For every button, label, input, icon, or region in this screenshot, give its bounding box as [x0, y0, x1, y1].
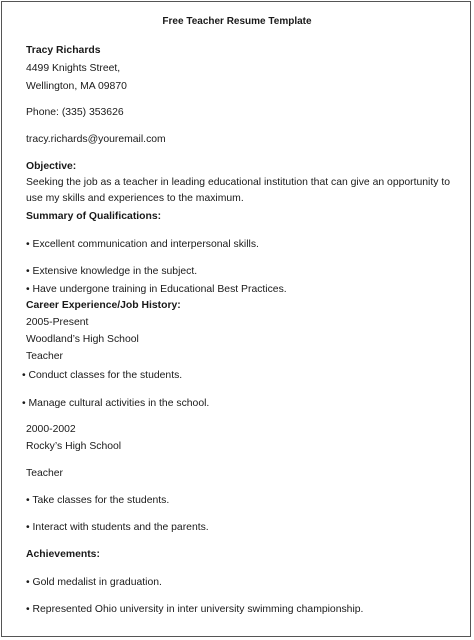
job-period: 2000-2002: [26, 424, 76, 435]
phone-number: Phone: (335) 353626: [26, 107, 124, 118]
job-duty: • Manage cultural activities in the school.: [22, 398, 210, 409]
job-school: Woodland’s High School: [26, 334, 139, 345]
qualification-item: • Have undergone training in Educational Best Practices.: [26, 284, 287, 295]
job-role: Teacher: [26, 468, 63, 479]
qualification-item: • Excellent communication and interpersonal skills.: [26, 239, 259, 250]
achievement-item: • Represented Ohio university in inter university swimming championship.: [26, 604, 364, 615]
job-duty: • Take classes for the students.: [26, 495, 170, 506]
objective-text: Seeking the job as a teacher in leading educational institution that can give an opportunity to use my skills and experiences to the maximum.: [26, 177, 450, 204]
city-address: Wellington, MA 09870: [26, 81, 127, 92]
job-duty: • Conduct classes for the students.: [22, 370, 183, 381]
document-title: Free Teacher Resume Template: [162, 16, 312, 27]
email-address: tracy.richards@youremail.com: [26, 134, 166, 145]
achievements-heading: Achievements:: [26, 549, 100, 560]
objective-heading: Objective:: [26, 161, 77, 172]
candidate-name: Tracy Richards: [26, 45, 101, 56]
job-period: 2005-Present: [26, 317, 89, 328]
qualification-item: • Extensive knowledge in the subject.: [26, 266, 198, 277]
qualifications-heading: Summary of Qualifications:: [26, 211, 162, 222]
career-heading: Career Experience/Job History:: [26, 300, 181, 311]
job-role: Teacher: [26, 351, 63, 362]
street-address: 4499 Knights Street,: [26, 63, 121, 74]
job-duty: • Interact with students and the parents.: [26, 522, 209, 533]
achievement-item: • Gold medalist in graduation.: [26, 577, 162, 588]
job-school: Rocky’s High School: [26, 441, 122, 452]
